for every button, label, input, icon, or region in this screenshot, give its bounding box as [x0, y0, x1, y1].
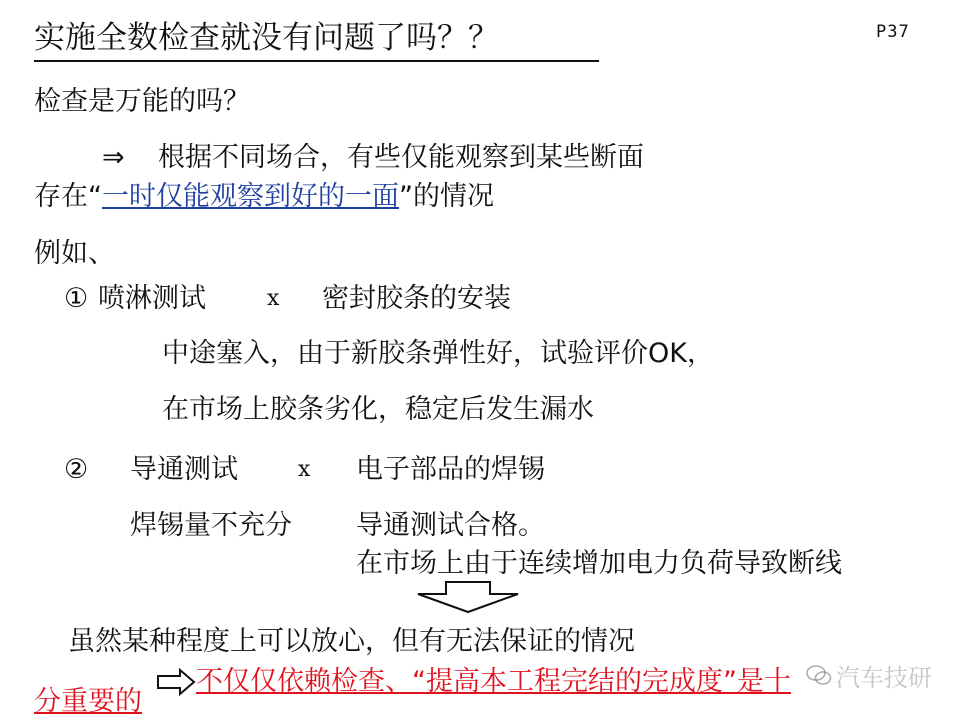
example1-line1: 中途塞入，由于新胶条弹性好，试验评价OK， — [162, 338, 714, 369]
implies-symbol: ⇒ — [102, 142, 125, 173]
example1-test: 喷淋测试 — [98, 283, 206, 314]
example2-cause: 焊锡量不充分 — [130, 510, 292, 541]
exists-link[interactable]: 一时仅能观察到好的一面 — [102, 181, 399, 212]
right-arrow-icon — [156, 668, 196, 696]
page-number: P37 — [876, 22, 910, 42]
example-intro: 例如、 — [34, 238, 115, 269]
example2-target: 电子部品的焊锡 — [356, 454, 545, 485]
exists-prefix: 存在“ — [34, 181, 102, 212]
conclusion-text: 虽然某种程度上可以放心，但有无法保证的情况 — [68, 626, 635, 657]
exists-suffix: ”的情况 — [399, 181, 494, 212]
exists-line — [34, 179, 494, 215]
example2-marker: ② — [64, 454, 89, 485]
example2-test: 导通测试 — [130, 454, 238, 485]
question-text: 检查是万能的吗？ — [34, 86, 250, 117]
example2-line1: 导通测试合格。 — [356, 510, 545, 541]
watermark-text: 汽车技研 — [836, 664, 932, 692]
down-arrow-icon — [416, 580, 520, 614]
example1-target: 密封胶条的安装 — [322, 283, 511, 314]
example1-line2: 在市场上胶条劣化，稳定后发生漏水 — [162, 394, 594, 425]
title-underline — [34, 60, 599, 62]
key-point-line1: 不仅仅依赖检查、“提高本工程完结的完成度”是十 — [196, 666, 791, 697]
implication-text: 根据不同场合，有些仅能观察到某些断面 — [158, 142, 644, 173]
example1-marker: ① — [64, 283, 89, 314]
example1-x: x — [267, 286, 280, 311]
key-point-line2: 分重要的 — [34, 686, 142, 717]
example2-x: x — [298, 457, 311, 482]
page-title: 实施全数检查就没有问题了吗？？ — [34, 20, 499, 56]
wechat-icon — [806, 664, 832, 686]
example2-line2: 在市场上由于连续增加电力负荷导致断线 — [356, 548, 842, 579]
